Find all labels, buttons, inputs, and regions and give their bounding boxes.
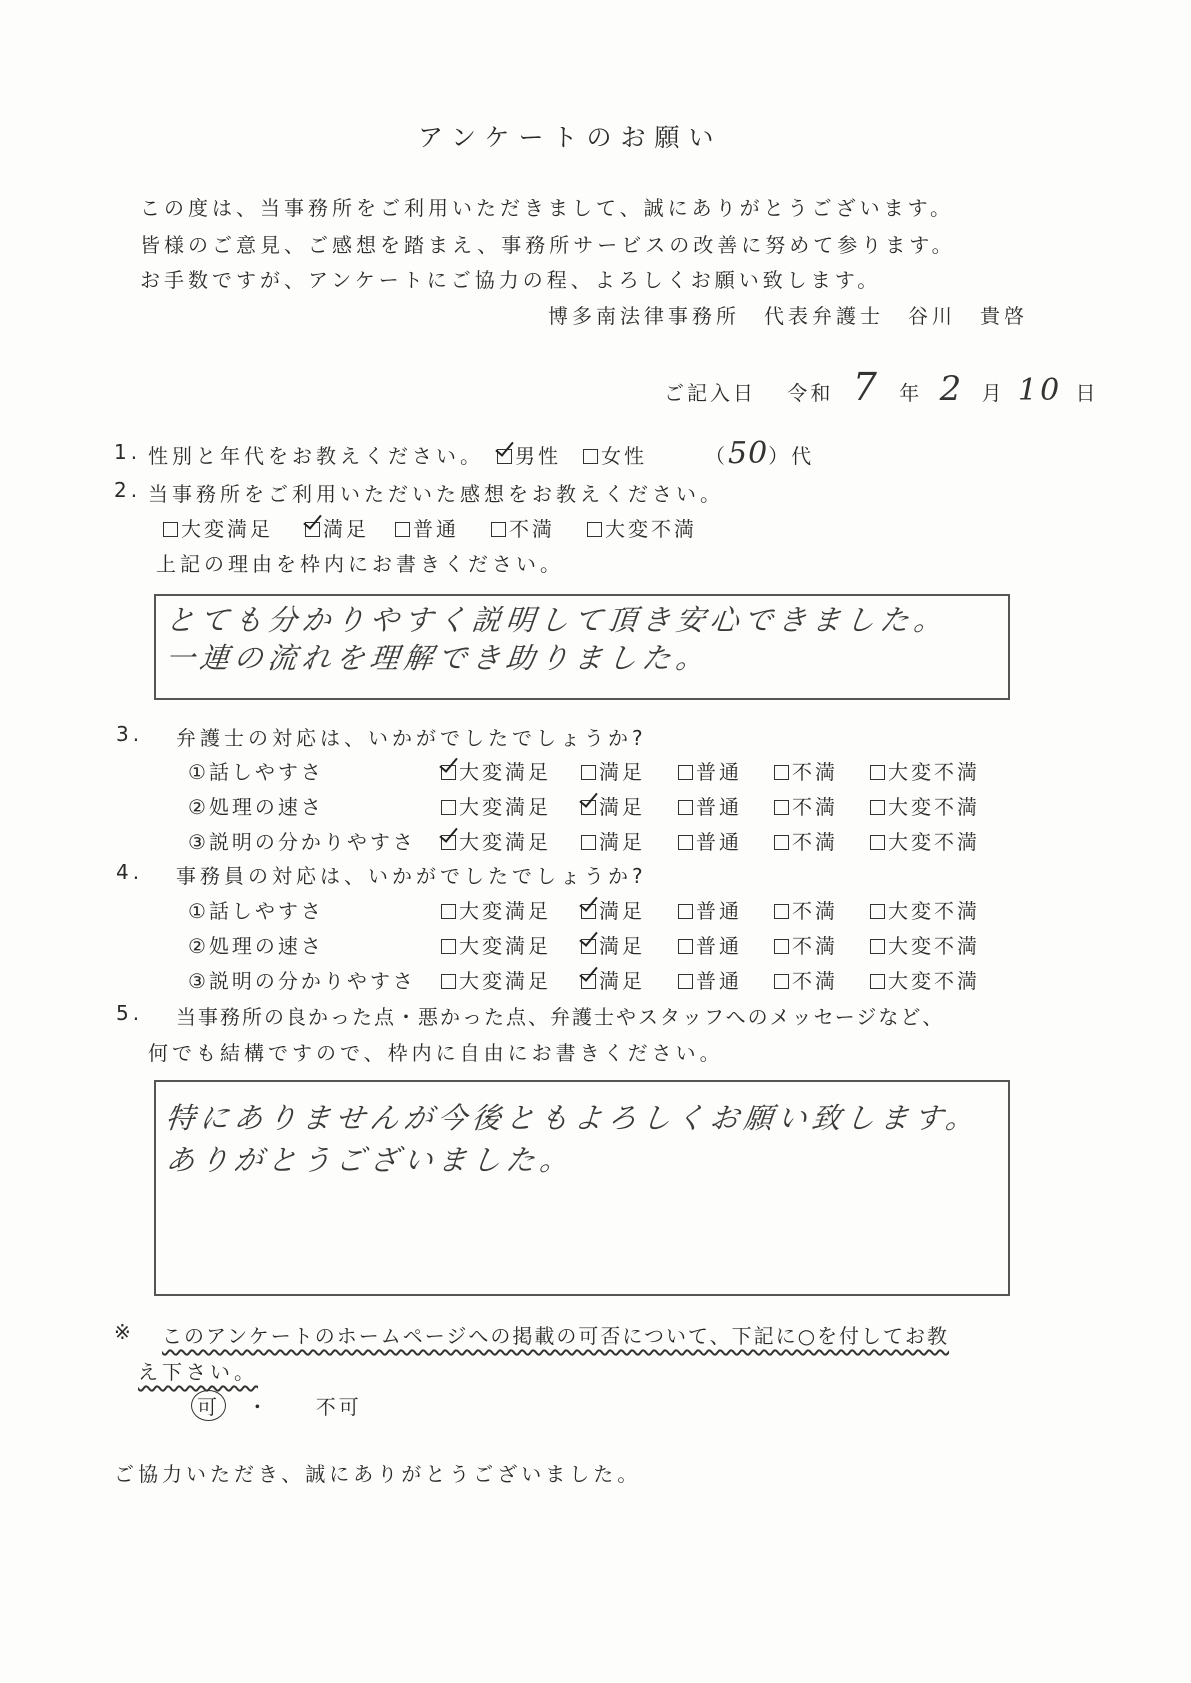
q2-answer-line-1: とても分かりやすく説明して頂き安心できました。	[164, 603, 950, 637]
date-month[interactable]: 2	[939, 369, 965, 409]
rating-option[interactable]	[441, 826, 551, 855]
q2-text: 当事務所をご利用いただいた感想をお教えください。	[148, 482, 724, 506]
checkbox[interactable]	[870, 939, 885, 954]
checkbox[interactable]	[491, 522, 506, 537]
rating-option[interactable]	[491, 513, 555, 542]
q2-answer-box[interactable]	[154, 594, 1010, 700]
publish-not-allowed[interactable]: 不可	[315, 1395, 362, 1419]
rating-option[interactable]	[581, 826, 645, 855]
q4-text: 事務員の対応は、いかがでしたでしょうか?	[176, 864, 647, 888]
checkbox[interactable]	[774, 765, 789, 780]
checkbox-checked[interactable]	[441, 835, 456, 850]
rating-option[interactable]	[870, 895, 980, 924]
q3-row-label: ③説明の分かりやすさ	[188, 830, 416, 854]
rating-option[interactable]	[441, 791, 551, 820]
rating-option[interactable]	[774, 756, 838, 785]
rating-option-label: 大変満足	[181, 517, 273, 541]
rating-option-label: 大変不満	[888, 899, 980, 923]
rating-option-label: 普通	[696, 934, 742, 958]
q4-row-label: ②処理の速さ	[188, 934, 324, 958]
date-year-unit: 年	[899, 381, 923, 405]
rating-option[interactable]	[774, 965, 838, 994]
rating-option-label: 普通	[696, 830, 742, 854]
checkbox-checked[interactable]	[581, 974, 596, 989]
q3-row-label: ②処理の速さ	[188, 795, 324, 819]
checkbox[interactable]	[678, 974, 693, 989]
checkbox[interactable]	[441, 939, 456, 954]
rating-option[interactable]	[581, 895, 645, 924]
checkbox[interactable]	[774, 835, 789, 850]
rating-option[interactable]	[441, 930, 551, 959]
date-line	[664, 365, 1099, 409]
checkbox[interactable]	[870, 974, 885, 989]
q2-number: 2.	[114, 478, 142, 502]
rating-option-label: 大変不満	[888, 934, 980, 958]
rating-option[interactable]	[678, 756, 742, 785]
rating-option[interactable]	[678, 826, 742, 855]
rating-option[interactable]	[441, 965, 551, 994]
rating-option[interactable]	[870, 791, 980, 820]
q4-row-label: ③説明の分かりやすさ	[188, 969, 416, 993]
rating-option[interactable]	[678, 895, 742, 924]
checkbox[interactable]	[774, 974, 789, 989]
q1-text: 性別と年代をお教えください。	[148, 444, 484, 468]
rating-option[interactable]	[305, 513, 369, 542]
q1-age-value[interactable]: 50	[728, 436, 769, 471]
rating-option-label: 不満	[792, 969, 838, 993]
rating-option[interactable]	[870, 930, 980, 959]
note-line-2: え下さい。	[138, 1360, 258, 1384]
rating-option[interactable]	[587, 513, 697, 542]
q3-number: 3.	[116, 722, 144, 746]
checkbox[interactable]	[581, 835, 596, 850]
checkbox[interactable]	[774, 800, 789, 815]
checkbox[interactable]	[587, 522, 602, 537]
checkbox[interactable]	[678, 835, 693, 850]
rating-option[interactable]	[441, 756, 551, 785]
checkbox[interactable]	[870, 904, 885, 919]
checkbox[interactable]	[678, 765, 693, 780]
rating-option[interactable]	[581, 791, 645, 820]
rating-option-label: 大変不満	[888, 795, 980, 819]
rating-option-label: 満足	[323, 517, 369, 541]
q1-option-female[interactable]	[583, 440, 647, 469]
rating-option-label: 普通	[696, 795, 742, 819]
rating-option[interactable]	[581, 756, 645, 785]
checkbox-checked[interactable]	[441, 765, 456, 780]
checkbox[interactable]	[678, 800, 693, 815]
closing: ご協力いただき、誠にありがとうございました。	[114, 1462, 642, 1486]
rating-option-label: 大変満足	[459, 899, 551, 923]
q1-female-label: 女性	[601, 444, 647, 468]
date-label: ご記入日	[664, 381, 756, 405]
rating-option-label: 大変満足	[459, 760, 551, 784]
note-line-1: このアンケートのホームページへの掲載の可否について、下記に○を付してお教	[162, 1324, 950, 1348]
checkbox[interactable]	[870, 765, 885, 780]
note-mark: ※	[114, 1320, 135, 1344]
checkbox-checked[interactable]	[581, 904, 596, 919]
rating-option-label: 普通	[696, 899, 742, 923]
rating-option-label: 普通	[696, 760, 742, 784]
checkbox[interactable]	[497, 449, 512, 464]
checkbox[interactable]	[870, 835, 885, 850]
rating-option-label: 大変満足	[459, 795, 551, 819]
date-era: 令和	[787, 381, 834, 405]
checkbox[interactable]	[395, 522, 410, 537]
rating-option-label: 不満	[509, 517, 555, 541]
q5-line-1: 当事務所の良かった点・悪かった点、弁護士やスタッフへのメッセージなど、	[176, 1005, 945, 1029]
publish-separator: ・	[247, 1395, 271, 1419]
q2-reason-prompt: 上記の理由を枠内にお書きください。	[156, 552, 564, 576]
q1-age	[705, 436, 814, 471]
rating-option[interactable]	[678, 791, 742, 820]
rating-option-label: 不満	[792, 899, 838, 923]
rating-option-label: 満足	[599, 934, 645, 958]
date-month-unit: 月	[981, 381, 1005, 405]
rating-option[interactable]	[870, 965, 980, 994]
rating-option-label: 満足	[599, 830, 645, 854]
rating-option-label: 不満	[792, 795, 838, 819]
q2-answer-line-2: 一連の流れを理解でき助りました。	[164, 641, 712, 675]
rating-option-label: 不満	[792, 934, 838, 958]
rating-option[interactable]	[163, 513, 273, 542]
rating-option-label: 満足	[599, 969, 645, 993]
rating-option-label: 普通	[696, 969, 742, 993]
rating-option[interactable]	[678, 930, 742, 959]
rating-option-label: 大変不満	[888, 830, 980, 854]
rating-option-label: 不満	[792, 760, 838, 784]
checkbox[interactable]	[581, 765, 596, 780]
rating-option[interactable]	[395, 513, 459, 542]
q5-answer-line-2: ありがとうございました。	[164, 1143, 576, 1177]
rating-option[interactable]	[581, 965, 645, 994]
rating-option-label: 満足	[599, 795, 645, 819]
date-day[interactable]: 10	[1017, 373, 1063, 408]
checkbox[interactable]	[441, 974, 456, 989]
rating-option[interactable]	[774, 826, 838, 855]
checkbox[interactable]	[441, 904, 456, 919]
checkbox-checked[interactable]	[581, 800, 596, 815]
q5-answer-line-1: 特にありませんが今後ともよろしくお願い致します。	[164, 1101, 982, 1135]
q1-male-label: 男性	[515, 444, 561, 468]
intro-line-1: この度は、当事務所をご利用いただきまして、誠にありがとうございます。	[140, 196, 954, 220]
rating-option-label: 大変満足	[459, 830, 551, 854]
q1-age-open: （	[705, 444, 728, 468]
rating-option-label: 大変満足	[459, 934, 551, 958]
rating-option-label: 大変満足	[459, 969, 551, 993]
checkbox[interactable]	[441, 800, 456, 815]
q1-option-male[interactable]	[497, 440, 561, 469]
checkbox[interactable]	[678, 904, 693, 919]
intro-line-2: 皆様のご意見、ご感想を踏まえ、事務所サービスの改善に努めて参ります。	[140, 233, 956, 257]
date-day-unit: 日	[1075, 381, 1099, 405]
checkbox-checked[interactable]	[581, 939, 596, 954]
rating-option-label: 不満	[792, 830, 838, 854]
rating-option[interactable]	[774, 791, 838, 820]
checkbox[interactable]	[774, 904, 789, 919]
rating-option[interactable]	[581, 930, 645, 959]
rating-option[interactable]	[774, 895, 838, 924]
rating-option[interactable]	[441, 895, 551, 924]
q4-row-label: ①話しやすさ	[188, 899, 324, 923]
rating-option-label: 大変不満	[888, 969, 980, 993]
rating-option[interactable]	[870, 826, 980, 855]
rating-option[interactable]	[870, 756, 980, 785]
publish-choice	[196, 1390, 362, 1421]
rating-option-label: 普通	[413, 517, 459, 541]
checkbox[interactable]	[870, 800, 885, 815]
q5-line-2: 何でも結構ですので、枠内に自由にお書きください。	[148, 1041, 724, 1065]
intro-line-3: お手数ですが、アンケートにご協力の程、よろしくお願い致します。	[140, 268, 882, 292]
rating-option[interactable]	[678, 965, 742, 994]
rating-option-label: 満足	[599, 899, 645, 923]
rating-option[interactable]	[774, 930, 838, 959]
rating-option-label: 大変不満	[605, 517, 697, 541]
publish-allowed[interactable]: 可	[191, 1390, 226, 1421]
checkbox[interactable]	[583, 449, 598, 464]
rating-option-label: 満足	[599, 760, 645, 784]
page-title: アンケートのお願い	[418, 123, 723, 152]
checkbox-checked[interactable]	[305, 522, 320, 537]
checkbox[interactable]	[678, 939, 693, 954]
checkbox[interactable]	[774, 939, 789, 954]
q1-age-close: ）代	[768, 444, 815, 468]
checkbox[interactable]	[163, 522, 178, 537]
q5-number: 5.	[116, 1001, 144, 1025]
q1-number: 1.	[114, 440, 142, 464]
rating-option-label: 大変不満	[888, 760, 980, 784]
q3-row-label: ①話しやすさ	[188, 760, 324, 784]
q5-answer-box[interactable]	[154, 1080, 1010, 1296]
q3-text: 弁護士の対応は、いかがでしたでしょうか?	[176, 726, 647, 750]
q4-number: 4.	[116, 860, 144, 884]
signature: 博多南法律事務所 代表弁護士 谷川 貴啓	[548, 304, 1028, 328]
date-year[interactable]: 7	[852, 365, 880, 409]
